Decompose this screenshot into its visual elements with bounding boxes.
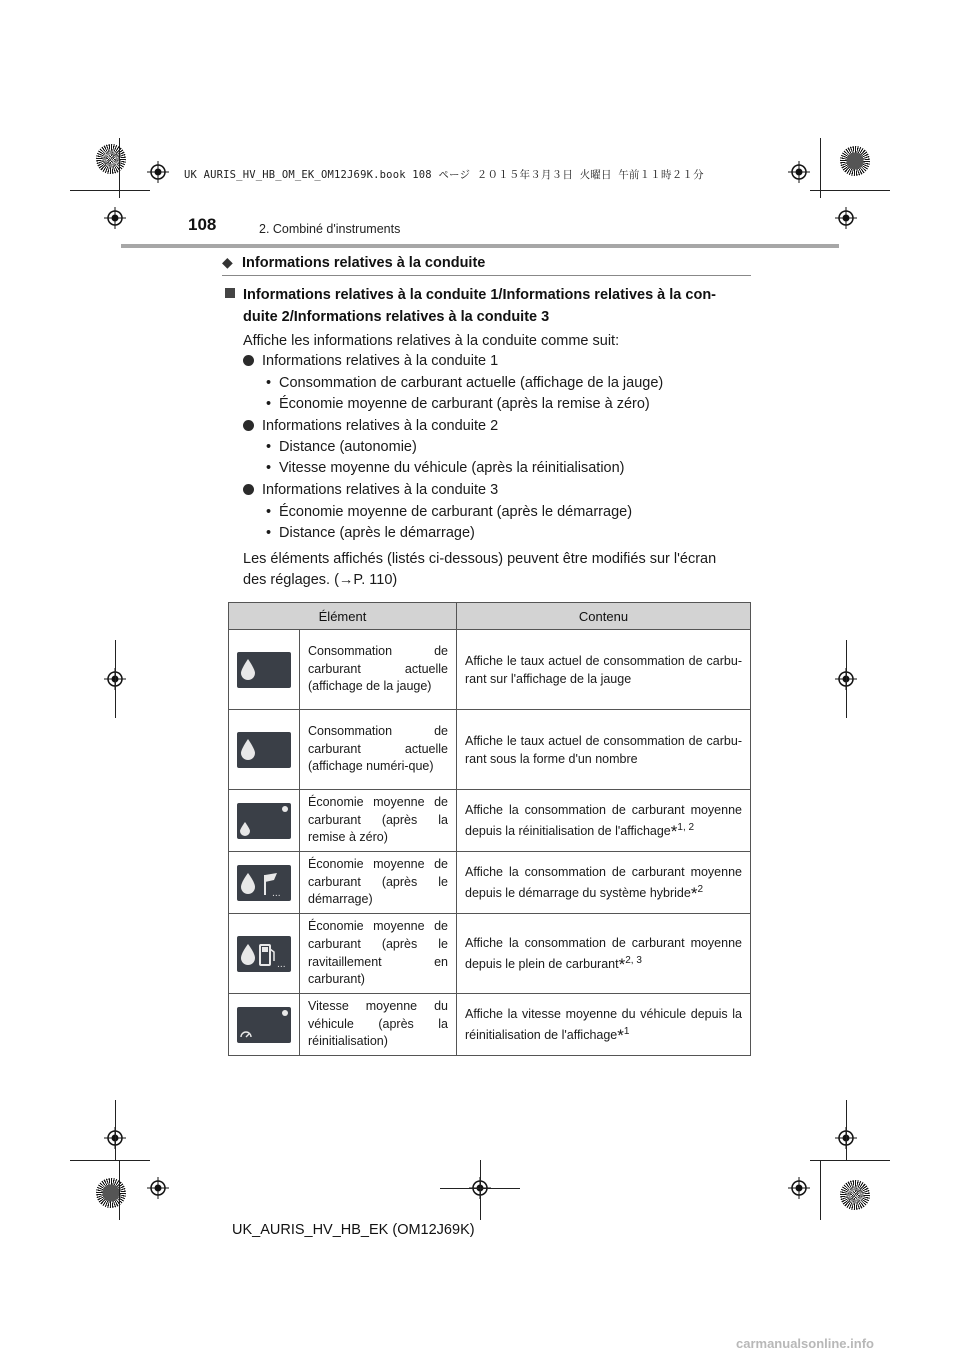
speedometer-reset-icon [237,1007,291,1043]
square-bullet-icon [225,288,235,298]
table-cell-element: Vitesse moyenne du véhicule (après la réinitialisation) [300,994,457,1056]
trim-line [70,190,150,191]
bullet-dot-icon [243,420,254,431]
table-row [229,914,751,994]
trim-line [119,1160,120,1220]
trim-line [810,190,890,191]
list-item-group [243,482,498,498]
heading-rule [222,275,751,276]
subheading-line1: Informations relatives à la conduite 1/Informations relatives à la con- [243,287,716,303]
group-title: Informations relatives à la conduite 2 [262,418,499,434]
table-cell-description: Affiche le taux actuel de consommation de carbu-rant sur l'affichage de la jauge [457,630,751,710]
trim-line [846,640,847,718]
list-item: • Économie moyenne de carburant (après la remise à zéro) [266,396,650,412]
table-cell-description: Affiche la consommation de carburant moyenne depuis la réinitialisation de l'affichage*$^{1, 2}$ [457,790,751,852]
fuel-drop-numeric-icon [237,732,291,768]
sub-bullet-icon: • [266,460,272,476]
svg-text:...: ... [277,959,286,970]
book-info: UK AURIS_HV_HB_OM_EK_OM12J69K.book 108 ページ ２０１５年３月３日 火曜日 午前１１時２１分 [184,169,704,181]
table-row [229,790,751,852]
outro-line1: Les éléments affichés (listés ci-dessous) peuvent être modifiés sur l'écran [243,551,717,567]
subheading-line2: duite 2/Informations relatives à la conduite 3 [243,309,550,325]
trim-line [820,138,821,198]
list-item: • Consommation de carburant actuelle (affichage de la jauge) [266,375,664,391]
table-cell-description: Affiche la consommation de carburant moyenne depuis le démarrage du système hybride*$^2$ [457,852,751,914]
diamond-bullet-icon: ◆ [222,254,233,270]
header-rule [121,244,839,248]
trim-line [480,1160,481,1220]
document-code: UK_AURIS_HV_HB_EK (OM12J69K) [232,1222,475,1238]
table-row [229,630,751,710]
list-item: • Vitesse moyenne du véhicule (après la réinitialisation) [266,460,625,476]
bullet-dot-icon [243,484,254,495]
fuel-drop-reset-icon [237,803,291,839]
trim-line [119,138,120,198]
section-title: 2. Combiné d'instruments [259,222,401,236]
table-row [229,852,751,914]
table-cell-element: Économie moyenne de carburant (après le démarrage) [300,852,457,914]
trim-line [115,640,116,718]
table-cell-description: Affiche la vitesse moyenne du véhicule depuis la réinitialisation de l'affichage*$^1$ [457,994,751,1056]
list-item: • Économie moyenne de carburant (après le démarrage) [266,504,633,520]
sunburst-mark-icon [96,144,126,174]
trim-line [70,1160,150,1161]
table-cell-element: Économie moyenne de carburant (après le ravitaillement en carburant) [300,914,457,994]
table-cell-element: Économie moyenne de carburant (après la remise à zéro) [300,790,457,852]
trim-line [846,1100,847,1160]
watermark: carmanualsonline.info [736,1336,874,1351]
list-item: • Distance (autonomie) [266,439,417,455]
footnote-ref: 2 [697,883,704,895]
bullet-dot-icon [243,355,254,366]
sub-bullet-icon: • [266,525,272,541]
sub-bullet-icon: • [266,375,272,391]
group-title: Informations relatives à la conduite 3 [262,482,499,498]
section-heading-text: Informations relatives à la conduite [242,255,486,271]
footnote-ref: 2, 3 [625,954,642,966]
group-title: Informations relatives à la conduite 1 [262,353,499,369]
registration-mark-icon [788,161,810,183]
sunburst-mark-icon [840,1180,870,1210]
intro-text: Affiche les informations relatives à la conduite comme suit: [243,333,620,349]
registration-mark-icon [788,1177,810,1199]
footnote-ref: 1, 2 [677,821,695,833]
table-header-row [229,603,751,630]
table-cell-description: Affiche la consommation de carburant moyenne depuis le plein de carburant*$^{2, 3}$ [457,914,751,994]
footnote-ref: 1 [623,1025,630,1037]
subheading [225,284,751,328]
sub-bullet-icon: • [266,504,272,520]
column-header: Contenu [457,603,751,630]
registration-mark-icon [147,161,169,183]
items-table [228,602,751,1056]
list-item: • Distance (après le démarrage) [266,525,475,541]
sunburst-mark-icon [96,1178,126,1208]
table-cell-description: Affiche le taux actuel de consommation de carbu-rant sous la forme d'un nombre [457,710,751,790]
fuel-drop-gauge-icon [237,652,291,688]
trim-line [810,1160,890,1161]
trim-line [115,1100,116,1160]
sunburst-mark-icon [840,146,870,176]
table-row [229,994,751,1056]
outro-line2: des réglages. (→P. 110) [243,572,398,588]
table-cell-element: Consommation de carburant actuelle (affichage numéri-que) [300,710,457,790]
sub-bullet-icon: • [266,439,272,455]
column-header: Élément [229,603,457,630]
registration-mark-icon [147,1177,169,1199]
registration-mark-icon [104,207,126,229]
list-item-group [243,418,498,434]
fuel-drop-pump-icon [237,936,291,972]
sub-bullet-icon: • [266,396,272,412]
section-heading [222,254,485,271]
table-row [229,710,751,790]
list-item-group [243,353,498,369]
fuel-drop-flag-icon [237,865,291,901]
trim-line [820,1160,821,1220]
registration-mark-icon [835,207,857,229]
page-number: 108 [188,215,217,234]
svg-text:...: ... [272,888,281,899]
table-cell-element: Consommation de carburant actuelle (affichage de la jauge) [300,630,457,710]
